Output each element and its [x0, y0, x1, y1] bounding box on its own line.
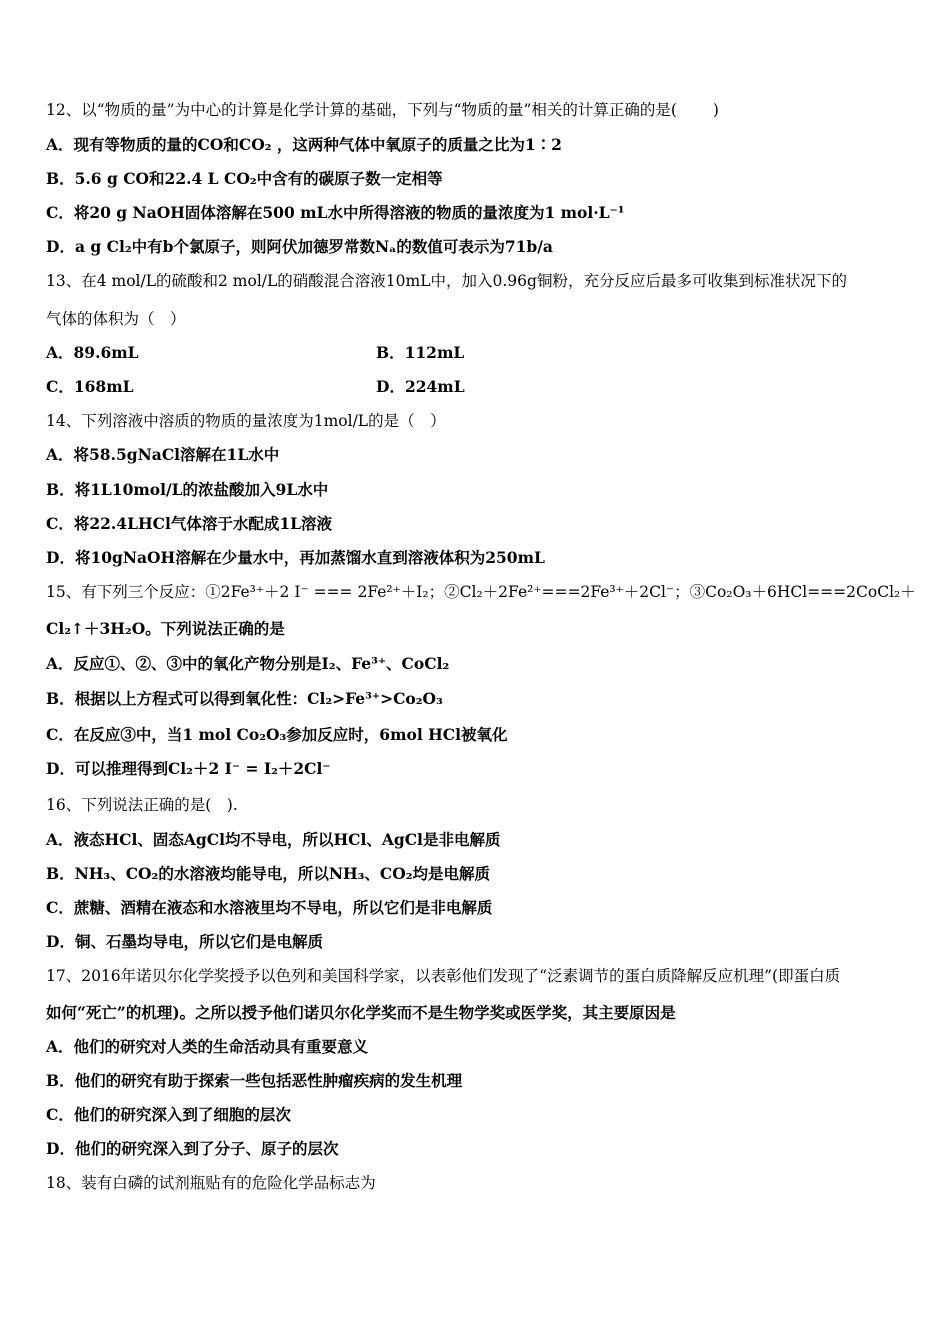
question-18-stem: 18、装有白磷的试剂瓶贴有的危险化学品标志为	[46, 1174, 376, 1192]
question-12-option-a: A．现有等物质的量的CO和CO₂ ，这两种气体中氧原子的质量之比为1∶2	[46, 135, 562, 154]
question-17-option-a: A．他们的研究对人类的生命活动具有重要意义	[46, 1037, 369, 1056]
question-15-option-d: D．可以推理得到Cl₂＋2 I⁻ = I₂＋2Cl⁻	[46, 759, 331, 778]
question-16-option-c: C．蔗糖、酒精在液态和水溶液里均不导电，所以它们是非电解质	[46, 898, 493, 917]
question-13-option-b: B．112mL	[376, 343, 465, 362]
question-16-option-d: D．铜、石墨均导电，所以它们是电解质	[46, 932, 323, 951]
question-13-stem-line1: 13、在4 mol/L的硫酸和2 mol/L的硝酸混合溶液10mL中，加入0.96g铜粉，充分反应后最多可收集到标准状况下的	[46, 272, 847, 290]
question-14-stem: 14、下列溶液中溶质的物质的量浓度为1mol/L的是（ ）	[46, 412, 446, 430]
question-15-option-b: B．根据以上方程式可以得到氧化性：Cl₂>Fe³⁺>Co₂O₃	[46, 689, 443, 708]
question-16-stem: 16、下列说法正确的是( ).	[46, 796, 238, 814]
question-16-option-a: A．液态HCl、固态AgCl均不导电，所以HCl、AgCl是非电解质	[46, 830, 501, 849]
question-14-option-c: C．将22.4LHCl气体溶于水配成1L溶液	[46, 514, 333, 533]
question-16-option-b: B．NH₃、CO₂的水溶液均能导电，所以NH₃、CO₂均是电解质	[46, 864, 491, 883]
question-17-option-d: D．他们的研究深入到了分子、原子的层次	[46, 1139, 339, 1158]
question-15-stem-line2: Cl₂↑＋3H₂O。下列说法正确的是	[46, 619, 285, 638]
question-14-option-d: D．将10gNaOH溶解在少量水中，再加蒸馏水直到溶液体积为250mL	[46, 548, 545, 567]
question-17-option-c: C．他们的研究深入到了细胞的层次	[46, 1105, 291, 1124]
question-15-option-a: A．反应①、②、③中的氧化产物分别是I₂、Fe³⁺、CoCl₂	[46, 654, 450, 673]
question-15-option-c: C．在反应③中，当1 mol Co₂O₃参加反应时，6mol HCl被氧化	[46, 725, 508, 744]
question-17-option-b: B．他们的研究有助于探索一些包括恶性肿瘤疾病的发生机理	[46, 1071, 463, 1090]
question-12-stem: 12、以“物质的量”为中心的计算是化学计算的基础，下列与“物质的量”相关的计算正确的是( )	[46, 101, 719, 119]
question-12-option-b: B．5.6 g CO和22.4 L CO₂中含有的碳原子数一定相等	[46, 169, 443, 188]
question-17-stem-line1: 17、2016年诺贝尔化学奖授予以色列和美国科学家，以表彰他们发现了“泛素调节的蛋白质降解反应机理”(即蛋白质	[46, 967, 841, 985]
question-14-option-a: A．将58.5gNaCl溶解在1L水中	[46, 445, 280, 464]
question-12-option-c: C．将20 g NaOH固体溶解在500 mL水中所得溶液的物质的量浓度为1 mol·L⁻¹	[46, 203, 625, 222]
question-15-stem-line1: 15、有下列三个反应：①2Fe³⁺＋2 I⁻ === 2Fe²⁺＋I₂；②Cl₂＋2Fe²⁺===2Fe³⁺＋2Cl⁻；③Co₂O₃＋6HCl===2CoCl₂＋	[46, 583, 916, 601]
question-13-option-a: A．89.6mL	[46, 343, 139, 362]
question-13-option-d: D．224mL	[376, 377, 465, 396]
question-17-stem-line2: 如何“死亡”的机理)。之所以授予他们诺贝尔化学奖而不是生物学奖或医学奖，其主要原因是	[46, 1003, 676, 1022]
question-12-option-d: D．a g Cl₂中有b个氯原子，则阿伏加德罗常数Nₐ的数值可表示为71b/a	[46, 237, 553, 256]
question-13-option-c: C．168mL	[46, 377, 134, 396]
question-14-option-b: B．将1L10mol/L的浓盐酸加入9L水中	[46, 480, 329, 499]
question-13-stem-line2: 气体的体积为（ ）	[46, 310, 186, 328]
